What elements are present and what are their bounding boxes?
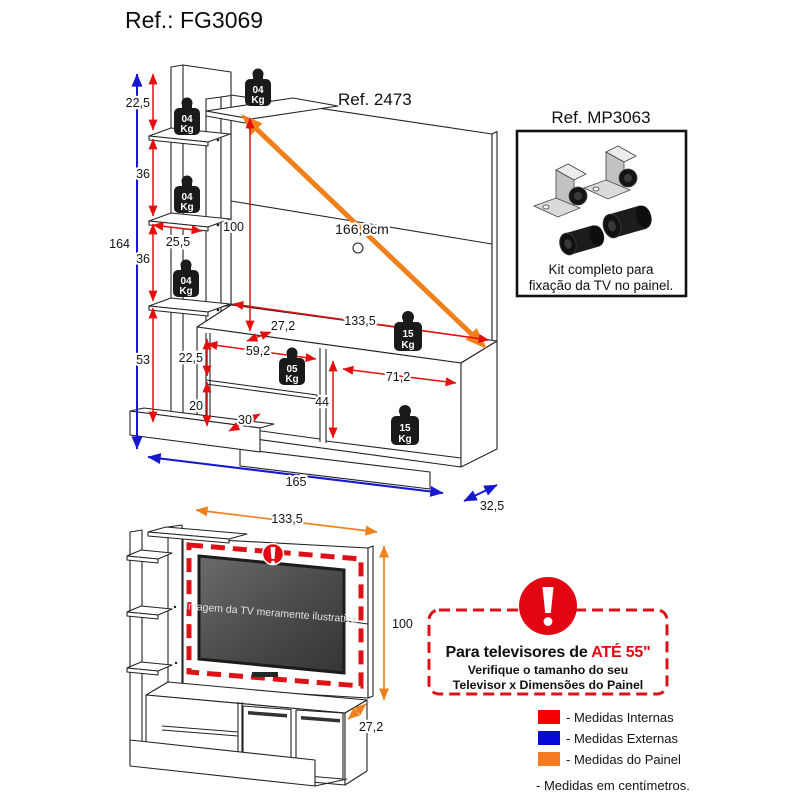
kit-caption-line1: Kit completo para: [548, 262, 654, 277]
pin-hole: [217, 139, 220, 142]
alert-icon: [263, 544, 284, 565]
weight-badge: [245, 69, 271, 107]
dim-label-height-total: 164: [109, 237, 130, 251]
panel-edge: [368, 546, 373, 698]
weight-unit: Kg: [179, 286, 193, 297]
dim-label-top-gap: 22,5: [125, 96, 150, 110]
tv-stand: [252, 672, 278, 677]
legend-swatch-panel: [538, 752, 560, 766]
weight-unit: Kg: [251, 95, 265, 106]
weight-unit: Kg: [401, 340, 415, 351]
legend-label-external: - Medidas Externas: [566, 731, 678, 746]
page-title: Ref.: FG3069: [125, 7, 264, 33]
dim-label-top-shelf-depth: 27,2: [270, 319, 296, 333]
dim-label-niche-height: 44: [315, 395, 329, 409]
weight-value: 04: [181, 114, 193, 125]
dim-label-niche-gap-bottom: 20: [189, 399, 203, 413]
warning-title-highlight: ATÉ 55": [591, 644, 651, 661]
front-diagram: [127, 510, 413, 786]
tv-disclaimer-text: Imagem da TV meramente ilustrativa: [184, 600, 358, 626]
dim-label-panel-height: 100: [223, 220, 244, 234]
column-side: [221, 96, 231, 308]
warning-title-prefix: Para televisores de: [445, 644, 592, 661]
dim-label-right-niche-width: 71,2: [385, 370, 411, 384]
weight-unit: Kg: [398, 434, 412, 445]
weight-unit: Kg: [285, 374, 299, 385]
dim-label-shelf-gap-upper: 36: [136, 167, 150, 181]
column-top-edge: [183, 65, 231, 95]
legend: [536, 710, 690, 793]
pin-hole: [175, 662, 177, 664]
dim-label-base-inner-depth: 30: [238, 413, 252, 427]
main-diagram: [109, 65, 504, 513]
dim-label-niche-width: 59,2: [245, 344, 271, 358]
dim-label-panel-width: 133,5: [344, 314, 376, 328]
legend-swatch-external: [538, 731, 560, 745]
weight-unit: Kg: [180, 202, 194, 213]
legend-note-units: - Medidas em centímetros.: [536, 778, 690, 793]
kit-ref-label: Ref. MP3063: [551, 108, 651, 127]
alert-icon: [519, 577, 577, 635]
panel-ref-label: Ref. 2473: [338, 90, 412, 109]
kit-caption-line2: fixação da TV no painel.: [528, 278, 674, 293]
dim-label-tv-diagonal: 166,8cm: [335, 221, 389, 237]
dim-label-front-panel-height: 100: [392, 617, 413, 631]
pin-hole: [217, 224, 220, 227]
legend-label-internal: - Medidas Internas: [566, 710, 674, 725]
warning-subtitle-2: Televisor x Dimensões do Painel: [452, 678, 644, 692]
weight-value: 04: [181, 192, 193, 203]
dim-label-front-base-depth: 27,2: [358, 720, 384, 734]
dim-label-front-panel-width: 133,5: [271, 512, 303, 526]
weight-value: 05: [286, 364, 298, 375]
panel-edge: [492, 132, 497, 348]
warning-subtitle-1: Verifique o tamanho do seu: [467, 663, 629, 677]
dim-label-base-height: 53: [136, 353, 150, 367]
dim-label-shelf-depth: 25,5: [165, 235, 191, 249]
tower-panel: [130, 530, 142, 760]
weight-value: 15: [402, 329, 414, 340]
weight-unit: Kg: [180, 124, 194, 135]
pin-hole: [217, 309, 220, 312]
legend-label-panel: - Medidas do Painel: [566, 752, 681, 767]
warning-title: [446, 642, 651, 661]
weight-value: 15: [399, 423, 411, 434]
pin-hole: [174, 606, 176, 608]
weight-value: 04: [252, 85, 264, 96]
base-cabinet: [130, 682, 367, 786]
dim-label-shelf-gap-lower: 36: [136, 252, 150, 266]
dim-label-width-total: 165: [285, 475, 307, 489]
weight-value: 04: [180, 276, 192, 287]
dim-label-niche-gap-top: 22,5: [178, 351, 203, 365]
legend-swatch-internal: [538, 710, 560, 724]
kit-box: [517, 108, 686, 296]
tv-size-warning: [429, 577, 667, 694]
dim-label-depth-total: 32,5: [479, 499, 505, 513]
